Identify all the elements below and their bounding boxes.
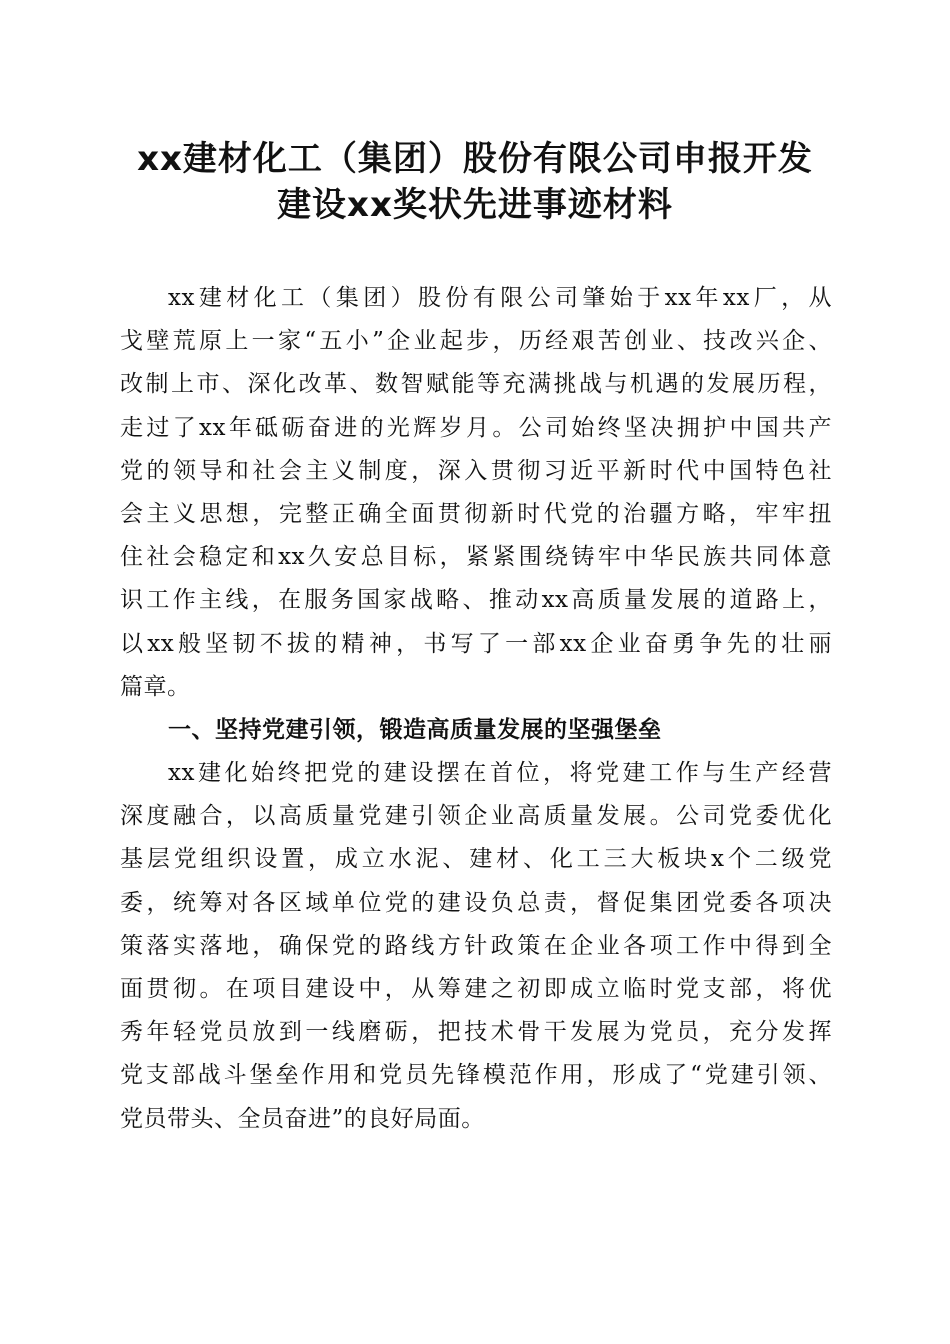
document-body [120,277,832,1141]
paragraph-intro [120,277,832,709]
text-line: 戈壁荒原上一家“五小”企业起步，历经艰苦创业、技改兴企、 [120,328,832,355]
text-line: 改制上市、深化改革、数智赋能等充满挑战与机遇的发展历程， [120,371,832,398]
paragraph-party-building [120,752,832,1141]
text-line: xx建材化工（集团）股份有限公司肇始于xx年xx厂，从 [168,285,832,311]
text-line: 走过了xx年砥砺奋进的光辉岁月。公司始终坚决拥护中国共产 [120,414,832,441]
text-line: 篇章。 [120,673,191,700]
text-line: 住社会稳定和xx久安总目标，紧紧围绕铸牢中华民族共同体意 [120,544,832,571]
text-line: 基层党组织设置，成立水泥、建材、化工三大板块x个二级党 [120,846,832,873]
text-line: 策落实落地，确保党的路线方针政策在企业各项工作中得到全 [120,932,832,959]
text-line: xx建化始终把党的建设摆在首位，将党建工作与生产经营 [168,760,832,787]
title-line-2: 建设xx奖状先进事迹材料 [277,185,673,225]
text-line: 委，统筹对各区域单位党的建设负总责，督促集团党委各项决 [120,889,832,916]
title-line-1: xx建材化工（集团）股份有限公司申报开发 [137,139,813,179]
document-title [100,136,850,228]
text-line: 党员带头、全员奋进”的良好局面。 [120,1105,485,1132]
text-line: 深度融合，以高质量党建引领企业高质量发展。公司党委优化 [120,803,832,830]
text-line: 识工作主线，在服务国家战略、推动xx高质量发展的道路上， [120,587,832,614]
text-line: 会主义思想，完整正确全面贯彻新时代党的治疆方略，牢牢扭 [120,500,832,527]
text-line: 面贯彻。在项目建设中，从筹建之初即成立临时党支部，将优 [120,976,832,1002]
text-line: 以xx般坚韧不拔的精神，书写了一部xx企业奋勇争先的壮丽 [120,630,832,657]
section-heading-1: 一、坚持党建引领，锻造高质量发展的坚强堡垒 [168,716,662,743]
text-line: 党的领导和社会主义制度，深入贯彻习近平新时代中国特色社 [120,457,832,484]
text-line: 党支部战斗堡垒作用和党员先锋模范作用，形成了“党建引领、 [120,1062,832,1089]
text-line: 秀年轻党员放到一线磨砺，把技术骨干发展为党员，充分发挥 [120,1019,832,1046]
